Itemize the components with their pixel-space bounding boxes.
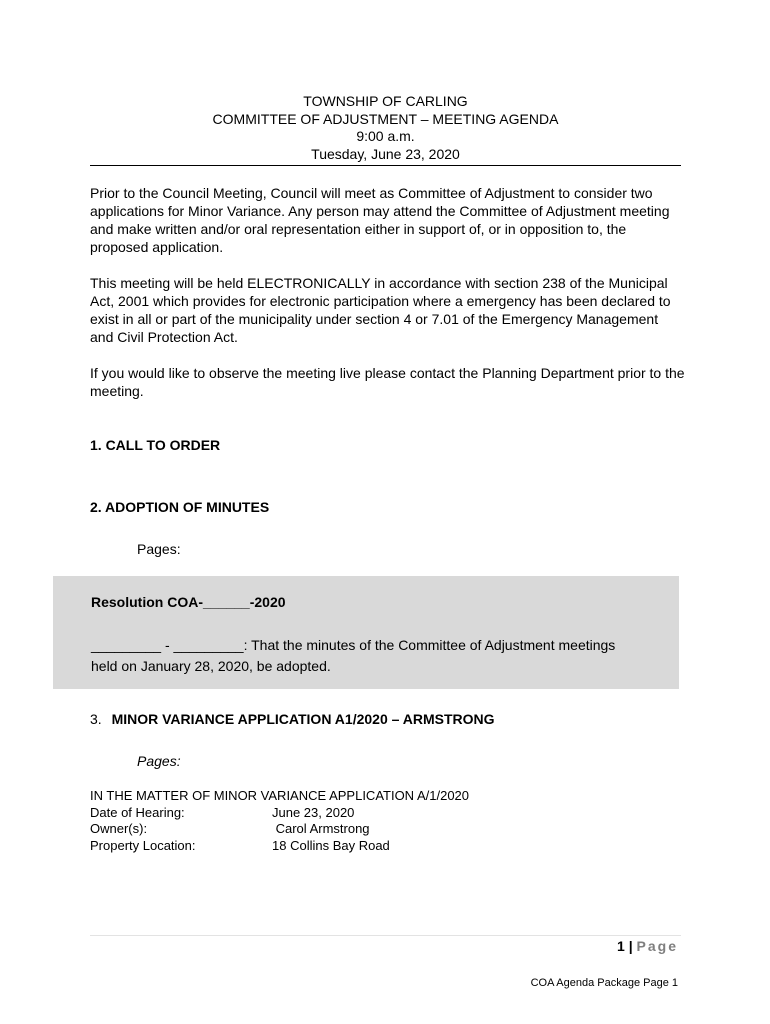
- agenda-header: [90, 93, 681, 163]
- item-minor-variance-title: MINOR VARIANCE APPLICATION A1/2020 – ARMSTRONG: [111, 711, 495, 727]
- resolution-line-1: _________ - _________: That the minutes of the Committee of Adjustment meetings: [91, 637, 616, 653]
- page-word: Page: [636, 938, 678, 954]
- matter-value: Carol Armstrong: [272, 821, 370, 836]
- page-number: [617, 938, 678, 954]
- item-minor-variance: [90, 711, 495, 727]
- item-minor-variance-number: 3.: [90, 711, 102, 727]
- matter-value: 18 Collins Bay Road: [272, 837, 390, 853]
- page-number-value: 1: [617, 938, 625, 954]
- item-adoption-of-minutes: 2. ADOPTION OF MINUTES: [90, 499, 270, 515]
- footer-divider: [90, 935, 681, 936]
- intro-paragraph-1: Prior to the Council Meeting, Council will meet as Committee of Adjustment to consider two applications for Minor Variance. Any person may attend the Committee of Adjustment meeting and make written and/or oral representation either in support of, or in opposition to, the proposed application.: [90, 185, 670, 255]
- matter-value: June 23, 2020: [272, 804, 355, 820]
- intro-paragraph-3: If you would like to observe the meeting live please contact the Planning Department prior to the meeting.: [90, 365, 685, 399]
- page-number-separator: |: [624, 938, 637, 954]
- matter-label: Date of Hearing:: [90, 804, 185, 820]
- header-committee: COMMITTEE OF ADJUSTMENT – MEETING AGENDA: [212, 110, 559, 127]
- matter-label: Property Location:: [90, 837, 196, 853]
- header-township: TOWNSHIP OF CARLING: [303, 93, 468, 109]
- header-time: 9:00 a.m.: [356, 128, 415, 144]
- item-call-to-order: 1. CALL TO ORDER: [90, 437, 221, 453]
- intro-paragraph-2: This meeting will be held ELECTRONICALLY in accordance with section 238 of the Municipal Act, 2001 which provides for electronic participation where a emergency has been declared to exist in all or part of the municipality under section 4 or 7.01 of the Emergency Management and Civil Protection Act.: [90, 275, 671, 345]
- header-date: Tuesday, June 23, 2020: [311, 145, 460, 162]
- resolution-text: [91, 635, 671, 677]
- header-divider: [90, 165, 681, 166]
- matter-block: [90, 788, 469, 854]
- matter-row: [90, 805, 469, 822]
- resolution-box: [53, 576, 679, 689]
- package-page-label: COA Agenda Package Page 1: [530, 977, 678, 989]
- resolution-title: Resolution COA-______-2020: [91, 594, 286, 610]
- matter-label: Owner(s):: [90, 821, 148, 836]
- resolution-line-2: held on January 28, 2020, be adopted.: [91, 658, 331, 674]
- matter-row: [90, 838, 469, 855]
- matter-title: IN THE MATTER OF MINOR VARIANCE APPLICATION A/1/2020: [90, 788, 470, 803]
- adoption-pages-label: Pages:: [137, 541, 181, 557]
- matter-row: [90, 821, 469, 838]
- minor-variance-pages-label: Pages:: [137, 753, 181, 769]
